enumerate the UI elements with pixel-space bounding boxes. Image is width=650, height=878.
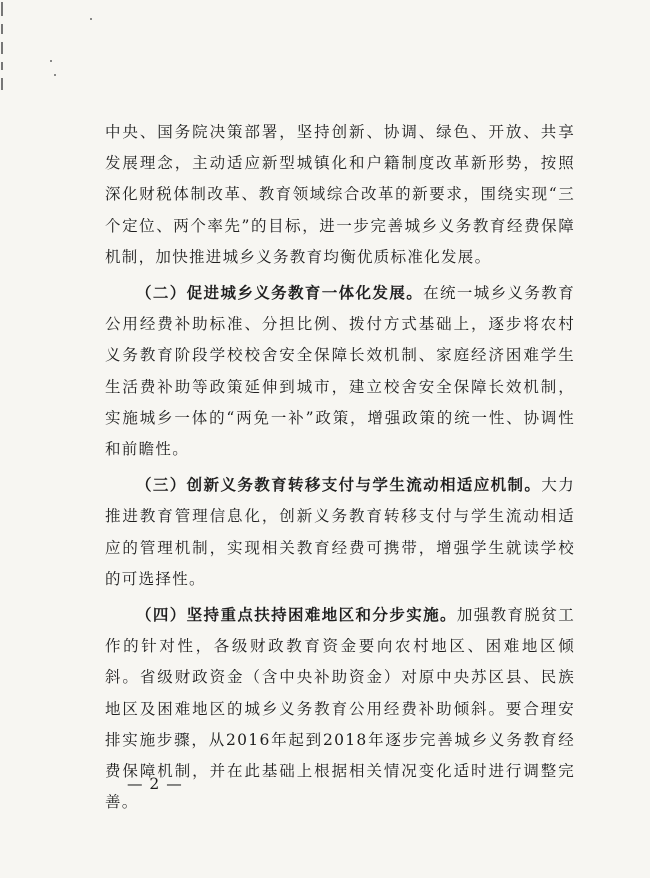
binding-marks [0, 0, 8, 120]
paragraph-intro-continuation [105, 117, 575, 273]
paragraph-section-2 [105, 277, 575, 465]
section-heading: （三）创新义务教育转移支付与学生流动相适应机制。 [136, 475, 542, 495]
scan-speck [50, 60, 52, 62]
paragraph-body: 大力推进教育管理信息化，创新义务教育转移支付与学生流动相适应的管理机制，实现相关教育经费可携带，增强学生就读学校的可选择性。 [105, 476, 576, 588]
paragraph-body: 加强教育脱贫工作的针对性，各级财政教育资金要向农村地区、困难地区倾斜。省级财政资金（含中央补助资金）对原中央苏区县、民族地区及困难地区的城乡义务教育公用经费补助倾斜。要合理安排实施步骤，从2016年起到2018年逐步完善城乡义务教育经费保障机制，并在此基础上根据相关情况变化适时进行调整完善。 [105, 606, 576, 812]
paragraph-section-3 [105, 469, 575, 595]
page-number: — 2 — [127, 775, 183, 793]
paragraph-body: 中央、国务院决策部署，坚持创新、协调、绿色、开放、共享发展理念，主动适应新型城镇化和户籍制度改革新形势，按照深化财税体制改革、教育领域综合改革的新要求，围绕实现“三个定位、两个率先”的目标，进一步完善城乡义务教育经费保障机制，加快推进城乡义务教育均衡优质标准化发展。 [105, 123, 575, 266]
section-heading: （四）坚持重点扶持困难地区和分步实施。 [136, 605, 457, 625]
section-heading: （二）促进城乡义务教育一体化发展。 [136, 283, 424, 303]
scan-speck [54, 74, 56, 76]
scan-speck [90, 18, 92, 20]
document-body [105, 117, 575, 822]
paragraph-body: 在统一城乡义务教育公用经费补助标准、分担比例、拨付方式基础上，逐步将农村义务教育阶段学校校舍安全保障长效机制、家庭经济困难学生生活费补助等政策延伸到城市，建立校舍安全保障长效机制，实施城乡一体的“两免一补”政策，增强政策的统一性、协调性和前瞻性。 [105, 284, 575, 459]
